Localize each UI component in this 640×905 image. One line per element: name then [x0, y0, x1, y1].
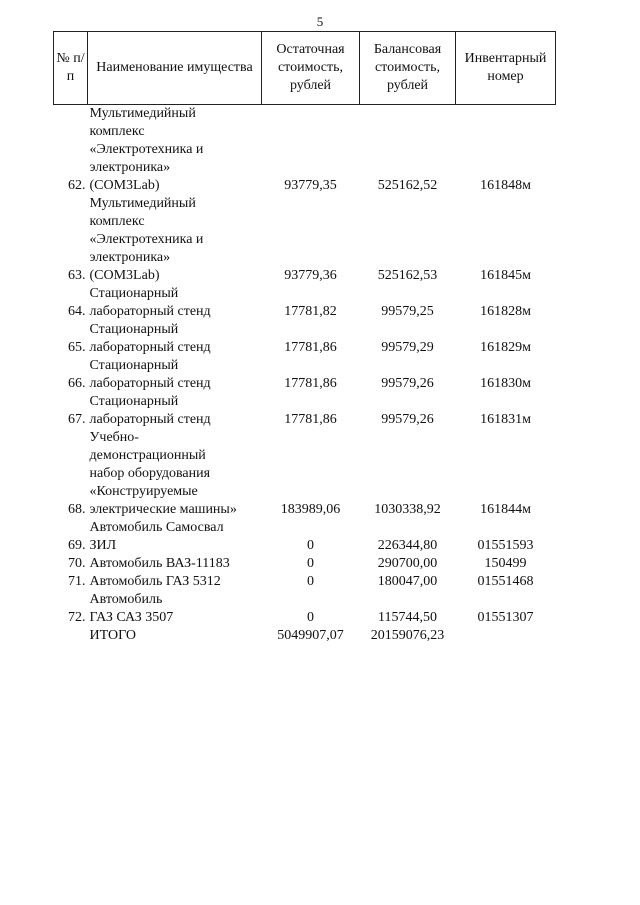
property-name-line: Стационарный	[89, 286, 179, 301]
table-row	[54, 105, 556, 196]
table-row	[54, 285, 556, 321]
property-name-line: ИТОГО	[89, 628, 136, 643]
residual-value: 5049907,07	[277, 628, 344, 643]
property-name-line: Автомобиль Самосвал	[89, 520, 224, 535]
residual-value: 17781,86	[284, 412, 337, 427]
property-name-line: Стационарный	[89, 322, 179, 337]
table-header	[54, 32, 556, 105]
balance-value: 99579,26	[381, 376, 434, 391]
inventory-number: 01551593	[477, 538, 534, 553]
property-name	[88, 519, 262, 555]
table-body	[54, 105, 556, 646]
residual-value: 183989,06	[280, 502, 341, 517]
table-row	[54, 555, 556, 573]
row-number: 65.	[68, 340, 86, 355]
property-name	[88, 627, 262, 645]
table-row	[54, 429, 556, 519]
header-balance: Балансовая стоимость, рублей	[360, 32, 456, 105]
property-name-line: (COM3Lab)	[89, 268, 160, 283]
balance-value: 99579,26	[381, 412, 434, 427]
property-name	[88, 555, 262, 573]
balance-value: 115744,50	[378, 610, 437, 625]
inventory-number: 161828м	[480, 304, 531, 319]
property-name-line: Мультимедийный	[89, 106, 196, 121]
table-row	[54, 519, 556, 555]
residual-value: 93779,36	[284, 268, 337, 283]
residual-value: 17781,82	[284, 304, 337, 319]
row-number	[54, 627, 88, 645]
property-name-line: лабораторный стенд	[89, 412, 211, 427]
header-inventory: Инвентарный номер	[456, 32, 556, 105]
row-number: 62.	[68, 178, 86, 193]
page-number: 5	[316, 14, 324, 29]
property-name	[88, 195, 262, 285]
header-residual: Остаточная стоимость, рублей	[262, 32, 360, 105]
residual-value: 0	[307, 610, 314, 625]
header-name: Наименование имущества	[88, 32, 262, 105]
property-name-line: (COM3Lab)	[89, 178, 160, 193]
property-name-line: ЗИЛ	[89, 538, 117, 553]
property-name-line: лабораторный стенд	[89, 376, 211, 391]
balance-value: 226344,80	[377, 538, 438, 553]
table-row	[54, 573, 556, 591]
property-name	[88, 393, 262, 429]
inventory-number: 161829м	[480, 340, 531, 355]
property-name-line: Стационарный	[89, 358, 179, 373]
balance-value: 1030338,92	[374, 502, 441, 517]
property-name-line: Автомобиль	[89, 592, 163, 607]
property-name-line: Автомобиль ВАЗ-11183	[89, 556, 230, 571]
table-row	[54, 195, 556, 285]
residual-value: 93779,35	[284, 178, 337, 193]
header-row	[54, 32, 556, 105]
property-name-line: Автомобиль ГАЗ 5312	[89, 574, 221, 589]
row-number: 72.	[68, 610, 86, 625]
property-name-line: демонстрационный	[89, 448, 206, 463]
balance-value: 525162,52	[377, 178, 438, 193]
property-name-line: электрические машины»	[89, 502, 237, 517]
inventory-number: 161848м	[480, 178, 531, 193]
property-name-line: лабораторный стенд	[89, 304, 211, 319]
property-name-line: Мультимедийный	[89, 196, 196, 211]
property-name-line: Учебно-	[89, 430, 139, 445]
property-name-line: электроника»	[89, 250, 171, 265]
balance-value: 290700,00	[377, 556, 438, 571]
inventory-number: 01551468	[477, 574, 534, 589]
inventory-number	[456, 627, 556, 645]
property-name-line: набор оборудования	[89, 466, 211, 481]
inventory-number: 161831м	[480, 412, 531, 427]
balance-value: 99579,25	[381, 304, 434, 319]
table-row	[54, 591, 556, 627]
inventory-number: 161845м	[480, 268, 531, 283]
property-name-line: «Конструируемые	[89, 484, 198, 499]
balance-value: 20159076,23	[370, 628, 445, 643]
row-number: 66.	[68, 376, 86, 391]
property-name	[88, 573, 262, 591]
inventory-number: 161830м	[480, 376, 531, 391]
table-row	[54, 393, 556, 429]
table-row	[54, 357, 556, 393]
row-number: 70.	[68, 556, 86, 571]
property-name	[88, 429, 262, 519]
property-name-line: комплекс	[89, 214, 145, 229]
row-number: 71.	[68, 574, 86, 589]
property-name-line: лабораторный стенд	[89, 340, 211, 355]
property-table	[53, 31, 556, 645]
property-name-line: ГАЗ САЗ 3507	[89, 610, 174, 625]
row-number: 67.	[68, 412, 86, 427]
residual-value: 17781,86	[284, 376, 337, 391]
row-number: 64.	[68, 304, 86, 319]
residual-value: 0	[307, 574, 314, 589]
property-name	[88, 591, 262, 627]
property-name	[88, 357, 262, 393]
residual-value: 17781,86	[284, 340, 337, 355]
property-name	[88, 105, 262, 196]
table-row	[54, 627, 556, 645]
property-name-line: «Электротехника и	[89, 232, 204, 247]
header-num: № п/п	[54, 32, 88, 105]
row-number: 69.	[68, 538, 86, 553]
residual-value: 0	[307, 538, 314, 553]
property-name	[88, 285, 262, 321]
property-name	[88, 321, 262, 357]
inventory-number: 161844м	[480, 502, 531, 517]
row-number: 63.	[68, 268, 86, 283]
table-row	[54, 321, 556, 357]
property-name-line: «Электротехника и	[89, 142, 204, 157]
balance-value: 180047,00	[377, 574, 438, 589]
property-name-line: комплекс	[89, 124, 145, 139]
balance-value: 99579,29	[381, 340, 434, 355]
residual-value: 0	[307, 556, 314, 571]
row-number: 68.	[68, 502, 86, 517]
inventory-number: 01551307	[477, 610, 534, 625]
property-name-line: Стационарный	[89, 394, 179, 409]
balance-value: 525162,53	[377, 268, 438, 283]
property-name-line: электроника»	[89, 160, 171, 175]
inventory-number: 150499	[484, 556, 527, 571]
